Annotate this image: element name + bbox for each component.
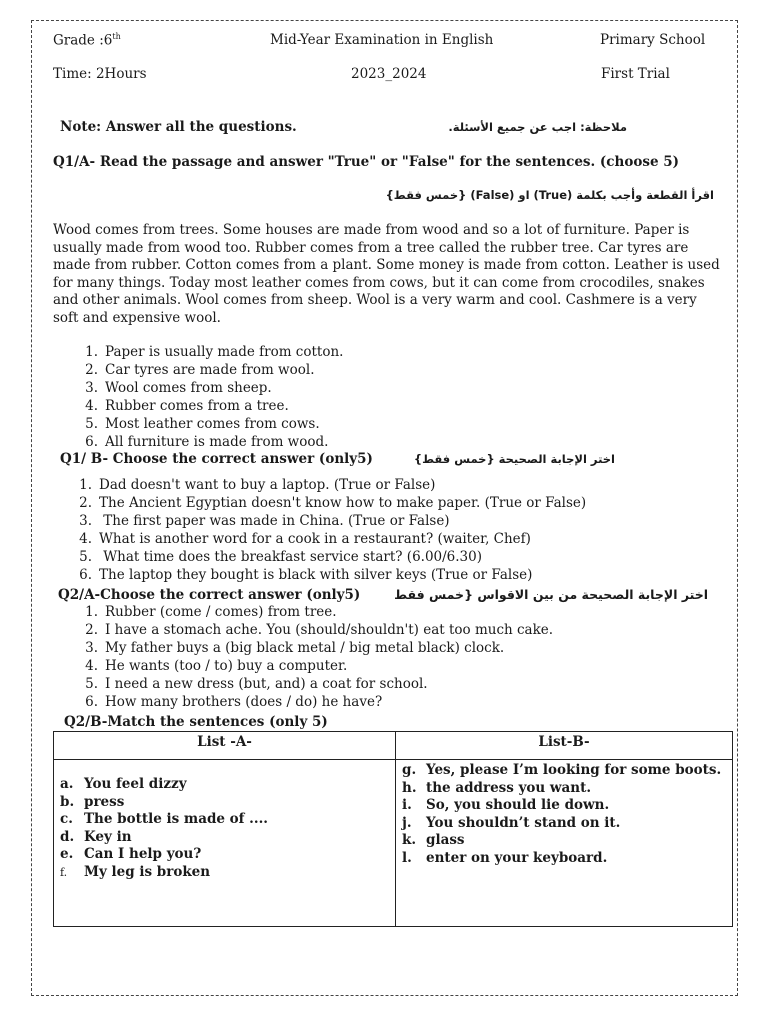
- list-a-header: List -A-: [54, 732, 396, 760]
- list-item: c. The bottle is made of ....: [60, 811, 268, 827]
- list-item: d. Key in: [60, 828, 132, 845]
- q1b-arabic-instruction: اختر الإجابة الصحيحة {خمس فقط}: [413, 452, 615, 466]
- q1b-title: Q1/ B- Choose the correct answer (only5): [60, 451, 373, 467]
- list-a: [54, 776, 395, 881]
- grade-label: Grade :6th: [53, 32, 121, 49]
- list-item: k. glass: [402, 832, 465, 848]
- q2b-title: Q2/B-Match the sentences (only 5): [64, 714, 328, 730]
- list-item: b. press: [60, 793, 125, 810]
- trial-label: First Trial: [601, 66, 670, 82]
- time-label: Time: 2Hours: [53, 66, 147, 82]
- note-arabic: ملاحظة: اجب عن جميع الأسئلة.: [448, 120, 627, 134]
- list-a-cell: [54, 760, 396, 927]
- list-b: [396, 762, 732, 867]
- list-item: g. Yes, please I’m looking for some boots.: [402, 762, 722, 778]
- list-b-header: List-B-: [396, 732, 733, 760]
- q2a-arabic-instruction: اختر الإجابة الصحيحة من بين الاقواس {خمس فقط: [394, 587, 708, 602]
- list-item: f. My leg is broken: [60, 863, 211, 880]
- list-item: e. Can I help you?: [60, 846, 202, 862]
- school-name: Primary School: [600, 32, 706, 48]
- matching-table: [53, 731, 733, 927]
- list-item: h. the address you want.: [402, 779, 592, 796]
- exam-title: Mid-Year Examination in English: [270, 32, 494, 48]
- q2a-title: Q2/A-Choose the correct answer (only5): [58, 587, 361, 603]
- q1a-title: Q1/A- Read the passage and answer "True" or "False" for the sentences. (choose 5): [53, 154, 680, 170]
- list-item: j. You shouldn’t stand on it.: [402, 814, 621, 831]
- reading-passage: Wood comes from trees. Some houses are made from wood and so a lot of furniture. Paper is usually made from wood too. Rubber comes from a tree called the rubber tree. Car tyres are made from rubber. Cotton comes from a plant. Some money is made from cotton. Leather is used for many things. Today most leather comes from cows, but it can come from crocodiles, snakes and other animals. Wool comes from sheep. Wool is a very warm and cool. Cashmere is a very soft and expensive wool.: [53, 222, 720, 326]
- list-b-cell: [396, 760, 733, 927]
- note-english: Note: Answer all the questions.: [60, 119, 297, 135]
- academic-year: 2023_2024: [351, 66, 427, 82]
- list-item: l. enter on your keyboard.: [402, 849, 608, 866]
- q1a-arabic-instruction: اقرأ القطعة وأجب بكلمة (True) او (False) {خمس فقط}: [385, 188, 714, 202]
- list-item: i. So, you should lie down.: [402, 797, 610, 813]
- list-item: a. You feel dizzy: [60, 776, 187, 792]
